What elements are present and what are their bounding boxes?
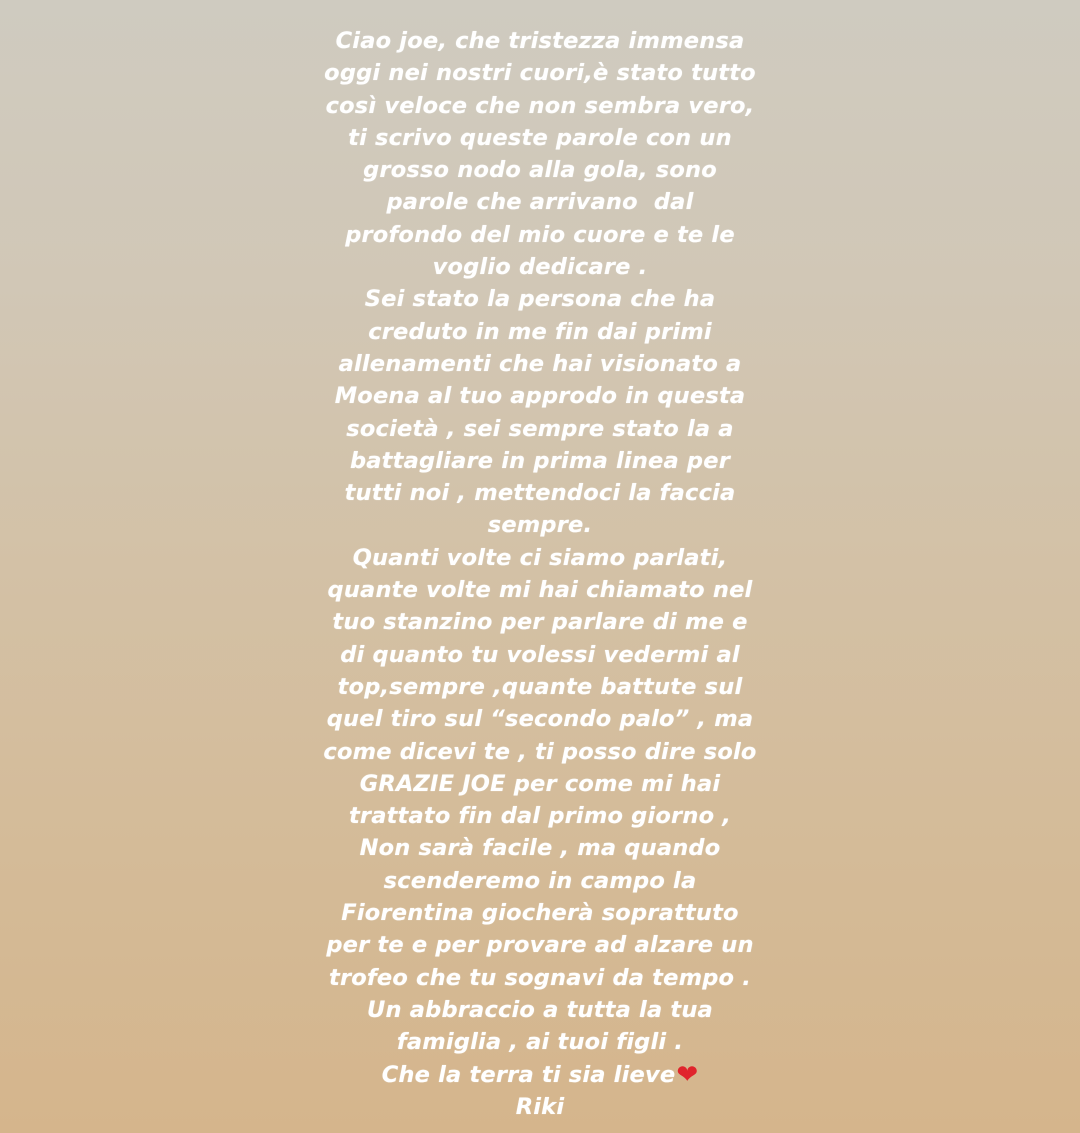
message-line-4: ti scrivo queste parole con un <box>348 124 732 151</box>
message-line-22: quel tiro sul “secondo palo” , ma <box>326 706 754 733</box>
message-line-2: oggi nei nostri cuori,è stato tutto <box>324 60 756 87</box>
message-line-20: di quanto tu volessi vedermi al <box>340 641 740 668</box>
message-line-33-text: Che la terra ti sia lieve <box>381 1061 676 1088</box>
message-line-3: così veloce che non sembra vero, <box>325 92 755 119</box>
message-line-30: trofeo che tu sognavi da tempo . <box>328 964 751 991</box>
heart-icon: ❤ <box>676 1059 699 1090</box>
message-line-16: sempre. <box>487 512 593 539</box>
message-line-25: trattato fin dal primo giorno , <box>348 803 732 830</box>
message-line-9: Sei stato la persona che ha <box>364 286 716 313</box>
message-line-7: profondo del mio cuore e te le <box>345 221 735 248</box>
story-message <box>0 25 1080 1123</box>
message-line-26: Non sarà facile , ma quando <box>359 835 721 862</box>
message-line-13: società , sei sempre stato la a <box>346 415 734 442</box>
message-line-11: allenamenti che hai visionato a <box>338 350 742 377</box>
message-line-31: Un abbraccio a tutta la tua <box>367 996 713 1023</box>
message-line-12: Moena al tuo approdo in questa <box>334 383 746 410</box>
message-line-19: tuo stanzino per parlare di me e <box>332 609 748 636</box>
message-line-21: top,sempre ,quante battute sul <box>337 673 743 700</box>
message-line-29: per te e per provare ad alzare un <box>326 932 754 959</box>
message-line-1: Ciao joe, che tristezza immensa <box>335 28 745 54</box>
message-line-18: quante volte mi hai chiamato nel <box>327 577 753 604</box>
message-line-14: battagliare in prima linea per <box>349 447 730 474</box>
message-line-17: Quanti volte ci siamo parlati, <box>352 544 728 571</box>
message-line-27: scenderemo in campo la <box>383 867 697 894</box>
message-line-33 <box>0 1059 1080 1091</box>
message-line-15: tutti noi , mettendoci la faccia <box>344 480 736 507</box>
message-line-28: Fiorentina giocherà soprattuto <box>341 900 739 927</box>
message-line-6: parole che arrivano dal <box>386 189 694 216</box>
signature: Riki <box>515 1093 565 1120</box>
message-line-23: come dicevi te , ti posso dire solo <box>323 738 757 765</box>
message-line-10: creduto in me fin dai primi <box>368 318 712 345</box>
message-line-24: GRAZIE JOE per come mi hai <box>359 770 721 797</box>
message-line-32: famiglia , ai tuoi figli . <box>396 1029 684 1056</box>
message-line-8: voglio dedicare . <box>432 254 648 281</box>
message-line-5: grosso nodo alla gola, sono <box>363 157 717 184</box>
